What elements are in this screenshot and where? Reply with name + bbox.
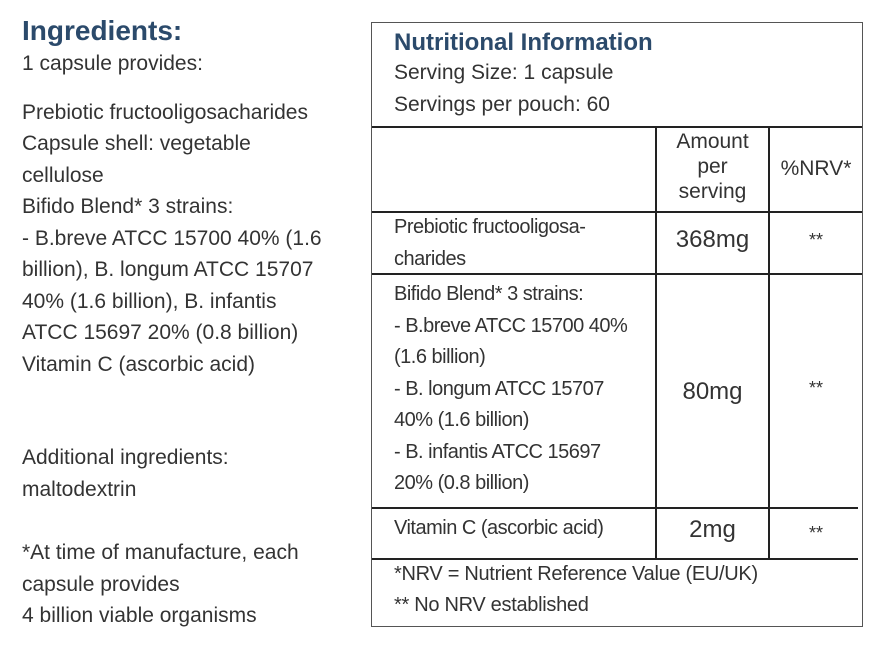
- table-divider: [372, 507, 858, 509]
- table-divider: [372, 558, 858, 560]
- table-row-nrv: **: [808, 378, 823, 398]
- ingredients-title: Ingredients:: [22, 15, 183, 46]
- table-divider: [372, 126, 862, 128]
- ingredient-list: Prebiotic fructooligosacharides Capsule shell: vegetable cellulose Bifido Blend* 3 strains: - B.breve ATCC 15700 40% (1.6 billion), B. longum ATCC 15707 40% (1.6 billion), B. infantis ATCC 15697 20% (0.8 billion) Vitamin C (ascorbic acid): [22, 100, 322, 376]
- provides-text: 1 capsule provides:: [22, 52, 203, 75]
- nutrition-title: Nutritional Information: [394, 29, 653, 56]
- table-row-name: Vitamin C (ascorbic acid): [394, 517, 604, 539]
- table-row-amount: 368mg: [675, 226, 750, 253]
- ingredients-column: [22, 14, 372, 632]
- table-row-amount: 2mg: [689, 516, 736, 543]
- table-row-nrv: **: [808, 230, 823, 250]
- manufacture-note: *At time of manufacture, each capsule provides 4 billion viable organisms: [22, 541, 299, 627]
- serving-size: Serving Size: 1 capsule: [394, 61, 614, 84]
- amount-header: Amount per serving: [676, 130, 749, 203]
- nrv-footnote: *NRV = Nutrient Reference Value (EU/UK): [394, 563, 758, 585]
- nutrition-panel: [371, 22, 863, 627]
- table-row-name: Bifido Blend* 3 strains: - B.breve ATCC 15700 40% (1.6 billion) - B. longum ATCC 15707 40% (1.6 billion) - B. infantis ATCC 15697 20% (0.8 billion): [394, 283, 628, 494]
- nrv-header: %NRV*: [780, 157, 852, 180]
- servings-per-pouch: Servings per pouch: 60: [394, 93, 610, 116]
- no-nrv-footnote: ** No NRV established: [394, 594, 589, 616]
- table-row-nrv: **: [808, 523, 823, 543]
- table-row-amount: 80mg: [682, 378, 743, 405]
- table-row-name: Prebiotic fructooligosa- charides: [394, 216, 586, 270]
- column-divider: [768, 126, 770, 560]
- additional-ingredients: Additional ingredients: maltodextrin: [22, 446, 229, 501]
